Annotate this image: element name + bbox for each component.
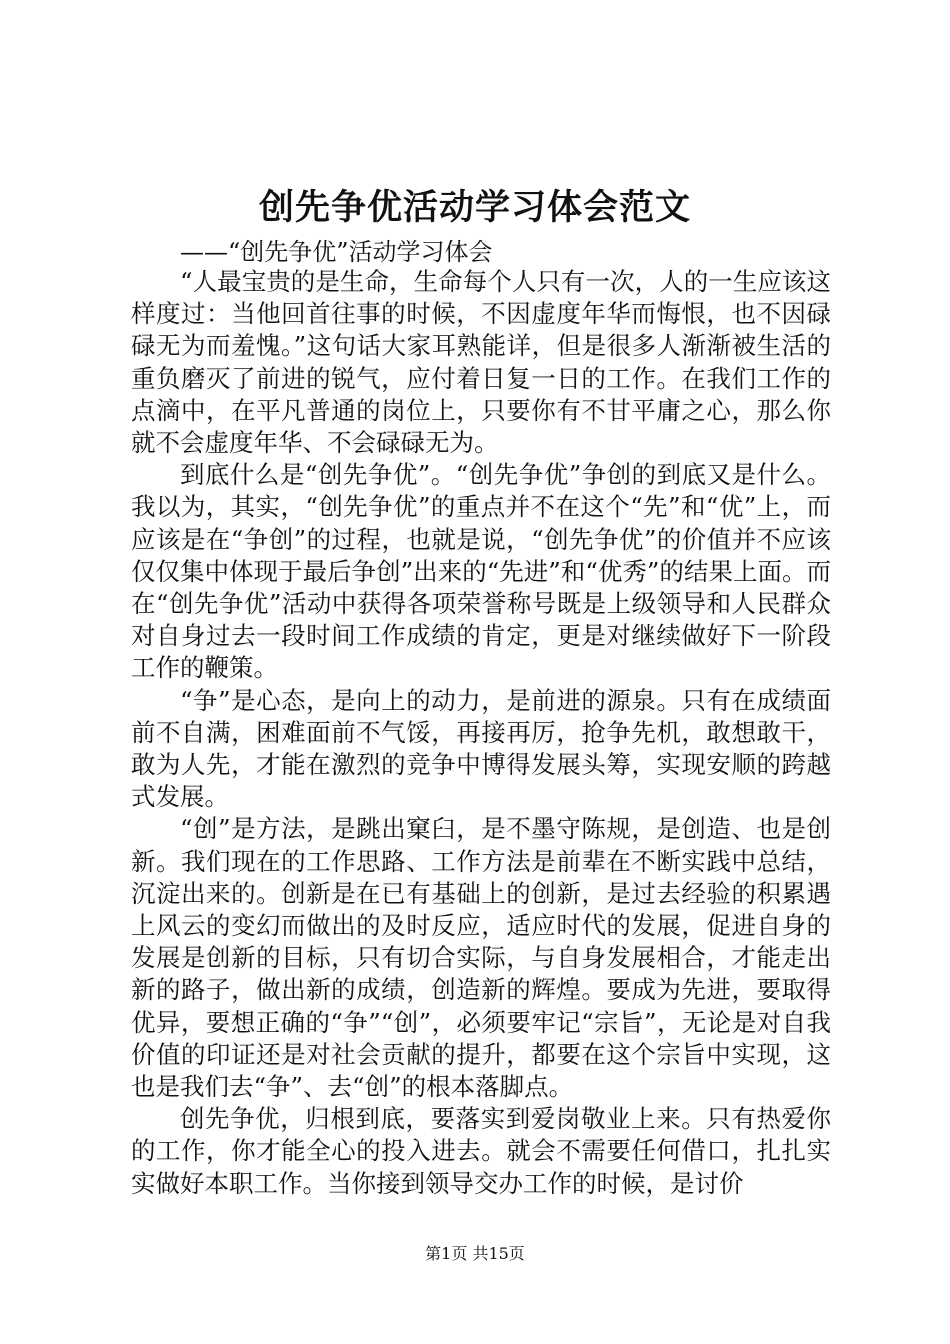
document-subtitle: ——“创先争优”活动学习体会 bbox=[180, 238, 493, 266]
page-number-footer: 第1页 共15页 bbox=[425, 1244, 525, 1263]
document-body bbox=[131, 266, 831, 1200]
body-paragraph: “争”是心态，是向上的动力，是前进的源泉。只有在成绩面前不自满，困难面前不气馁，再接再厉，抢争先机，敢想敢干，敢为人先，才能在激烈的竞争中博得发展头筹，实现安顺的跨越式发展。 bbox=[131, 685, 831, 812]
document-title: 创先争优活动学习体会范文 bbox=[258, 187, 691, 228]
body-paragraph: “创”是方法，是跳出窠臼，是不墨守陈规，是创造、也是创新。我们现在的工作思路、工作方法是前辈在不断实践中总结，沉淀出来的。创新是在已有基础上的创新，是过去经验的积累遇上风云的变幻而做出的及时反应，适应时代的发展，促进自身的发展是创新的目标，只有切合实际，与自身发展相合，才能走出新的路子，做出新的成绩，创造新的辉煌。要成为先进，要取得优异，要想正确的“争”“创”，必须要牢记“宗旨”，无论是对自我价值的印证还是对社会贡献的提升，都要在这个宗旨中实现，这也是我们去“争”、去“创”的根本落脚点。 bbox=[131, 814, 831, 1102]
body-paragraph: 创先争优，归根到底，要落实到爱岗敬业上来。只有热爱你的工作，你才能全心的投入进去。就会不需要任何借口，扎扎实实做好本职工作。当你接到领导交办工作的时候，是讨价 bbox=[131, 1104, 831, 1198]
body-paragraph: 到底什么是“创先争优”。“创先争优”争创的到底又是什么。我以为，其实，“创先争优”的重点并不在这个“先”和“优”上，而应该是在“争创”的过程，也就是说，“创先争优”的价值并不应该仅仅集中体现于最后争创”出来的“先进”和“优秀”的结果上面。而在“创先争优”活动中获得各项荣誉称号既是上级领导和人民群众对自身过去一段时间工作成绩的肯定，更是对继续做好下一阶段工作的鞭策。 bbox=[131, 460, 831, 683]
body-paragraph: “人最宝贵的是生命，生命每个人只有一次，人的一生应该这样度过：当他回首往事的时候，不因虚度年华而悔恨，也不因碌碌无为而羞愧。”这句话大家耳熟能详，但是很多人渐渐被生活的重负磨灭了前进的锐气，应付着日复一日的工作。在我们工作的点滴中，在平凡普通的岗位上，只要你有不甘平庸之心，那么你就不会虚度年华、不会碌碌无为。 bbox=[131, 267, 831, 458]
